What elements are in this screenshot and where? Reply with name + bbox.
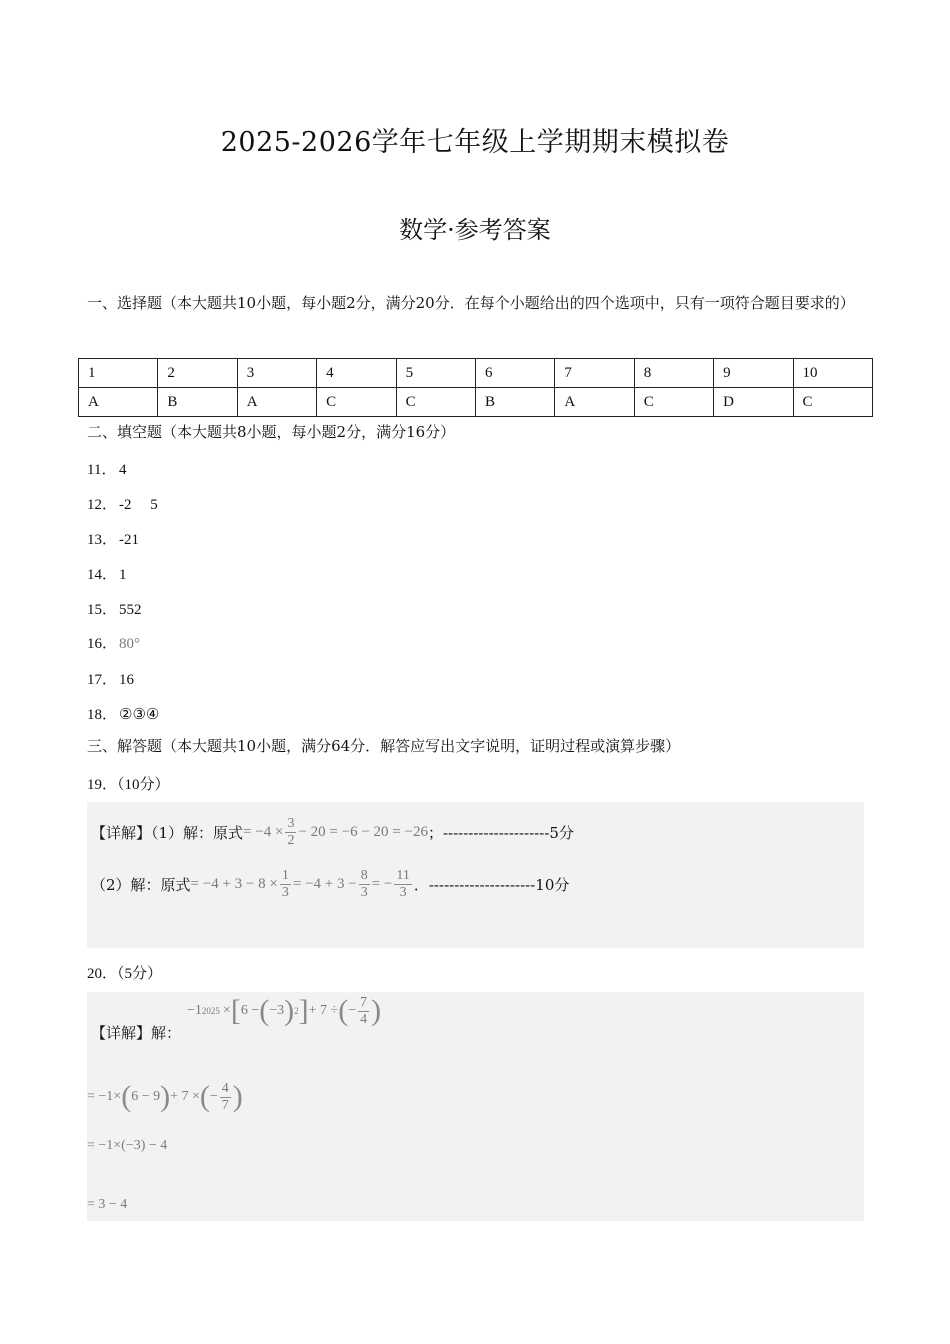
denominator: 4 [360,1011,368,1027]
bracket-close: ] [298,994,309,1027]
table-cell: A [237,388,316,417]
fraction [220,1081,231,1114]
list-item [87,493,158,514]
q20-e1-exp: 2025 [201,1006,220,1016]
page-title: 2025-2026学年七年级上学期期末模拟卷 [220,127,730,158]
item-label: 13． [87,532,118,548]
item-answer: 552 [119,602,142,618]
table-cell: A [555,388,634,417]
table-cell: 10 [793,359,872,388]
numerator: 1 [281,868,289,883]
page-subtitle: 数学·参考答案 [399,216,551,244]
list-item [87,668,134,689]
list-item [87,703,159,724]
table-row [79,388,873,417]
fraction [280,868,291,901]
numerator: 11 [396,868,410,883]
q20-expr1: −1 2025 × [ 6 − ( −3 ) 2 ] + 7 ÷ ( − $\frac{7}{4}$ ) [187,994,382,1027]
q20-e1-e: + 7 ÷ [308,1003,339,1018]
paren-close: ) [160,1080,171,1113]
denominator: 2 [287,833,295,848]
paren-open: ( [121,1080,132,1113]
table-cell: A [79,388,158,417]
numerator: 3 [287,816,295,831]
denominator: 7 [221,1097,229,1113]
item-label: 17． [87,672,118,688]
item-label: 18． [87,707,118,723]
q19-math-d: = −4 + 3 − [292,876,357,892]
q19-math-b: − 20 = −6 − 20 = −26 [298,824,428,840]
section1-heading: 一、选择题（本大题共10小题，每小题2分，满分20分．在每个小题给出的四个选项中，只有一项符合题目要求的） [87,294,855,312]
q19-line1-suffix: ；---------------------5分 [427,824,574,842]
numerator: 7 [360,994,368,1010]
item-label: 14． [87,567,118,583]
table-cell: 4 [317,359,396,388]
table-cell: 9 [714,359,793,388]
q20-s2-b: 6 − 9 [131,1089,161,1104]
section3-heading: 三、解答题（本大题共10小题，满分64分．解答应写出文字说明，证明过程或演算步骤） [87,737,681,755]
q20-e1-c: 6 − [240,1003,260,1018]
q19-math-e: = − [371,876,393,892]
q19-solution-box [87,802,864,948]
paren-open: ( [259,994,270,1027]
item-answer: ②③④ [119,707,160,723]
paren-close: ) [232,1080,243,1113]
q19-line1 [91,816,574,849]
table-cell: 7 [555,359,634,388]
denominator: 3 [281,885,289,900]
item-label: 15． [87,602,118,618]
q19-math-a: = −4 × [243,824,284,840]
table-cell: B [158,388,237,417]
q20-e1-sq: 2 [294,1006,299,1016]
list-item [87,598,142,619]
list-item [87,528,139,549]
answer-table [78,358,873,417]
q20-step2: = −1× ( 6 − 9 ) + 7 × ( − $\frac{4}{7}$ ) [87,1080,243,1113]
item-label: 16． [87,636,118,652]
q19-label: 19．（10分） [87,777,170,793]
table-cell: 5 [396,359,475,388]
item-answer: 80° [119,636,140,652]
numerator: 8 [360,868,368,883]
fraction [359,868,370,901]
table-cell: 2 [158,359,237,388]
item-answer: 16 [119,672,134,688]
q20-detail-prefix: 【详解】解： [91,1024,182,1042]
q19-line2-suffix: ．---------------------10分 [413,876,570,894]
item-label: 11． [87,462,117,478]
numerator: 4 [221,1080,229,1096]
item-answer: -2 5 [119,497,158,513]
denominator: 3 [399,885,407,900]
fraction [358,995,369,1028]
paren-close: ) [371,994,382,1027]
table-cell: B [475,388,554,417]
paren-close: ) [284,994,295,1027]
fraction [285,816,296,849]
q20-e1-b: × [222,1003,231,1018]
q19-line2 [91,868,569,901]
bracket-open: [ [230,994,241,1027]
table-cell: C [396,388,475,417]
item-answer: 4 [119,462,127,478]
q20-solution-box [87,992,864,1221]
fraction [394,868,411,901]
item-label: 12． [87,497,118,513]
q20-step3: = −1×(−3) − 4 [87,1138,168,1153]
q20-e1-d: −3 [269,1003,285,1018]
table-cell: C [634,388,713,417]
list-item [87,458,127,479]
table-cell: 8 [634,359,713,388]
table-cell: D [714,388,793,417]
q19-line2-prefix: （2）解：原式 [91,876,191,894]
q20-label: 20．（5分） [87,966,163,982]
q20-e1-a: −1 [187,1003,202,1018]
table-cell: 3 [237,359,316,388]
q20-step4: = 3 − 4 [87,1197,128,1212]
table-cell: 6 [475,359,554,388]
section2-heading: 二、填空题（本大题共8小题，每小题2分，满分16分） [87,423,456,441]
q19-line1-prefix: 【详解】（1）解：原式 [91,824,244,842]
paren-open: ( [338,994,349,1027]
paren-open: ( [199,1080,210,1113]
item-answer: -21 [119,532,139,548]
list-item [87,632,140,653]
q20-s2-a: = −1× [87,1089,122,1104]
table-cell: 1 [79,359,158,388]
table-cell: C [317,388,396,417]
denominator: 3 [360,885,368,900]
item-answer: 1 [119,567,127,583]
list-item [87,563,127,584]
table-row [79,359,873,388]
q20-s2-c: + 7 × [170,1089,200,1104]
table-cell: C [793,388,872,417]
q19-math-c: = −4 + 3 − 8 × [190,876,278,892]
